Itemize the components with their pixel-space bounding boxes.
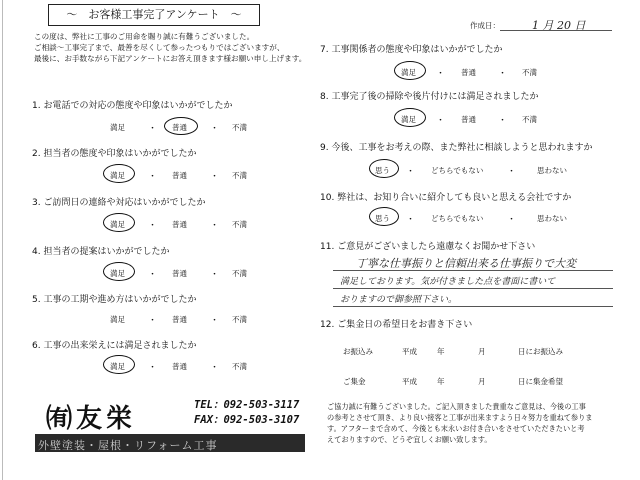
option-normal[interactable]: 普通 xyxy=(172,362,187,371)
question-9 xyxy=(320,140,592,153)
question-7 xyxy=(320,42,502,55)
question-text: 工事の工期や進め方はいかがでしたか xyxy=(43,295,197,305)
handwritten-comment: 丁寧な仕事振りと信頼出来る仕事振りで大変 xyxy=(356,257,576,270)
option-normal[interactable]: 普通 xyxy=(172,171,187,180)
footer-line: す。アフターまで含めて、今後とも末永いお付き合いをさせていただきたいと考 xyxy=(327,424,585,433)
transfer-label: お振込み xyxy=(343,347,373,356)
option-no[interactable]: 思わない xyxy=(537,214,567,223)
handwritten-comment: 満足しております。気が付きました点を書面に書いて xyxy=(340,277,556,287)
separator-dot: ・ xyxy=(148,221,158,231)
footer-line: えておりますので、どうぞ宜しくお願い致します。 xyxy=(327,435,492,444)
option-dissatisfied[interactable]: 不満 xyxy=(232,269,247,278)
option-satisfied[interactable]: 満足 xyxy=(110,315,125,324)
option-satisfied[interactable]: 満足 xyxy=(110,171,125,180)
separator-dot: ・ xyxy=(148,124,158,134)
question-number: 2. xyxy=(32,149,41,159)
question-number: 12. xyxy=(320,320,335,330)
question-text: 工事の出来栄えには満足されましたか xyxy=(43,341,197,351)
separator-dot: ・ xyxy=(210,270,220,280)
era-label: 平成 xyxy=(402,377,417,386)
date-value: 1 月 20 日 xyxy=(532,19,586,32)
question-12 xyxy=(320,317,472,330)
separator-dot: ・ xyxy=(498,116,508,126)
question-text: 弊社は、お知り合いに紹介しても良いと思える会社ですか xyxy=(337,193,572,203)
question-number: 11. xyxy=(320,242,335,252)
option-satisfied[interactable]: 満足 xyxy=(110,123,125,132)
option-yes[interactable]: 思う xyxy=(375,214,390,223)
separator-dot: ・ xyxy=(148,172,158,182)
selection-circle xyxy=(394,61,426,80)
option-dissatisfied[interactable]: 不満 xyxy=(232,123,247,132)
question-text: 工事完了後の掃除や後片付けには満足されましたか xyxy=(331,92,539,102)
question-6 xyxy=(32,338,196,351)
separator-dot: ・ xyxy=(507,215,517,225)
question-number: 8. xyxy=(320,92,329,102)
year-label: 年 xyxy=(437,347,445,356)
option-yes[interactable]: 思う xyxy=(375,166,390,175)
selection-circle xyxy=(103,262,135,281)
question-10 xyxy=(320,190,571,203)
option-normal[interactable]: 普通 xyxy=(172,269,187,278)
selection-circle xyxy=(369,159,399,178)
intro-line: ご相談～工事完了まで、最善を尽くして参ったつもりではございますが、 xyxy=(34,43,285,52)
question-8 xyxy=(320,89,538,102)
option-neutral[interactable]: どちらでもない xyxy=(431,214,484,223)
question-4 xyxy=(32,244,169,257)
question-number: 7. xyxy=(320,45,329,55)
year-label: 年 xyxy=(437,377,445,386)
separator-dot: ・ xyxy=(436,116,446,126)
option-satisfied[interactable]: 満足 xyxy=(110,220,125,229)
selection-circle xyxy=(103,355,135,374)
comment-line xyxy=(333,288,613,289)
month-label: 月 xyxy=(478,377,486,386)
option-satisfied[interactable]: 満足 xyxy=(110,362,125,371)
intro-line: この度は、弊社に工事のご用命を賜り誠に有難うございました。 xyxy=(34,32,255,41)
selection-circle xyxy=(394,108,426,127)
option-dissatisfied[interactable]: 不満 xyxy=(522,68,537,77)
option-normal[interactable]: 普通 xyxy=(172,220,187,229)
option-satisfied[interactable]: 満足 xyxy=(110,269,125,278)
question-text: 工事関係者の態度や印象はいかがでしたか xyxy=(331,45,503,55)
separator-dot: ・ xyxy=(148,270,158,280)
option-satisfied[interactable]: 満足 xyxy=(401,68,416,77)
separator-dot: ・ xyxy=(210,363,220,373)
question-5 xyxy=(32,292,196,305)
option-normal[interactable]: 普通 xyxy=(461,68,476,77)
selection-circle xyxy=(369,207,399,226)
option-no[interactable]: 思わない xyxy=(537,166,567,175)
option-dissatisfied[interactable]: 不満 xyxy=(232,362,247,371)
separator-dot: ・ xyxy=(498,69,508,79)
question-text: 今後、工事をお考えの際、また弊社に相談しようと思われますか xyxy=(331,143,593,153)
footer-line: の参考とさせて頂き、より良い接客と工事が出来ますよう日々努力を重ねて参りま xyxy=(327,413,593,422)
selection-circle xyxy=(103,213,135,232)
company-fax: FAX：092-503-3107 xyxy=(194,414,300,426)
separator-dot: ・ xyxy=(210,221,220,231)
question-3 xyxy=(32,195,205,208)
option-normal[interactable]: 普通 xyxy=(172,315,187,324)
month-label: 月 xyxy=(478,347,486,356)
handwritten-comment: おりますので御参照下さい。 xyxy=(340,295,458,305)
question-text: ご訪問日の連絡や対応はいかがでしたか xyxy=(43,198,206,208)
question-2 xyxy=(32,146,196,159)
thank-you-text xyxy=(327,401,592,445)
collect-day-label: 日に集金希望 xyxy=(518,377,563,386)
selection-circle xyxy=(103,164,135,183)
option-normal[interactable]: 普通 xyxy=(461,115,476,124)
separator-dot: ・ xyxy=(210,172,220,182)
intro-text xyxy=(34,31,306,64)
comment-line xyxy=(333,306,613,307)
question-text: お電話での対応の態度や印象はいかがでしたか xyxy=(43,101,233,111)
question-number: 5. xyxy=(32,295,41,305)
separator-dot: ・ xyxy=(210,316,220,326)
option-dissatisfied[interactable]: 不満 xyxy=(232,171,247,180)
intro-line: 最後に、お手数ながら下記アンケートにお答え頂きます様お願い申し上げます。 xyxy=(34,54,307,63)
option-dissatisfied[interactable]: 不満 xyxy=(522,115,537,124)
question-text: 担当者の提案はいかがでしたか xyxy=(43,247,170,257)
question-number: 10. xyxy=(320,193,335,203)
survey-title: ～ お客様工事完了アンケート ～ xyxy=(48,4,260,26)
separator-dot: ・ xyxy=(148,363,158,373)
company-banner-text: 外壁塗装・屋根・リフォーム工事 xyxy=(38,439,218,452)
selection-circle xyxy=(164,117,198,135)
separator-dot: ・ xyxy=(507,167,517,177)
option-dissatisfied[interactable]: 不満 xyxy=(232,220,247,229)
option-neutral[interactable]: どちらでもない xyxy=(431,166,484,175)
separator-dot: ・ xyxy=(406,215,416,225)
date-label: 作成日： xyxy=(470,21,500,30)
option-dissatisfied[interactable]: 不満 xyxy=(232,315,247,324)
question-number: 6. xyxy=(32,341,41,351)
question-text: 担当者の態度や印象はいかがでしたか xyxy=(43,149,197,159)
separator-dot: ・ xyxy=(436,69,446,79)
scan-edge xyxy=(2,0,3,480)
transfer-day-label: 日にお振込み xyxy=(518,347,563,356)
question-number: 9. xyxy=(320,143,329,153)
company-tel: TEL：092-503-3117 xyxy=(194,399,300,411)
company-logo: ㈲友栄 xyxy=(46,404,137,434)
separator-dot: ・ xyxy=(148,316,158,326)
separator-dot: ・ xyxy=(406,167,416,177)
collect-label: ご集金 xyxy=(343,377,366,386)
option-normal[interactable]: 普通 xyxy=(172,123,187,132)
question-1 xyxy=(32,98,232,111)
option-satisfied[interactable]: 満足 xyxy=(401,115,416,124)
era-label: 平成 xyxy=(402,347,417,356)
question-number: 3. xyxy=(32,198,41,208)
question-number: 4. xyxy=(32,247,41,257)
separator-dot: ・ xyxy=(210,124,220,134)
question-text: ご集金日の希望日をお書き下さい xyxy=(337,320,473,330)
question-11 xyxy=(320,239,535,252)
question-text: ご意見がございましたら遠慮なくお聞かせ下さい xyxy=(337,242,536,252)
footer-line: ご協力誠に有難うございました。ご記入頂きました貴重なご意見は、今後の工事 xyxy=(327,402,586,411)
question-number: 1. xyxy=(32,101,41,111)
